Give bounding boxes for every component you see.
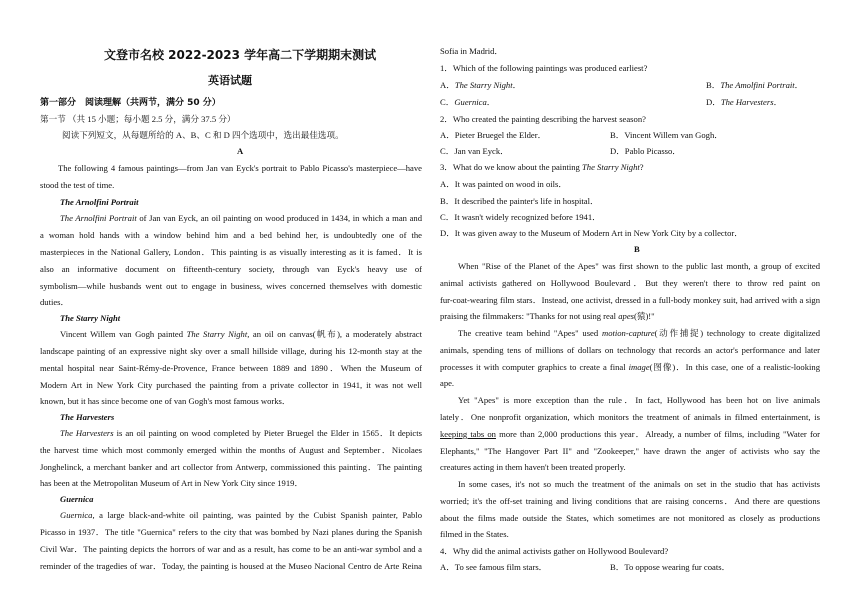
- paragraph-line: processes it with computer graphics to create a final image(图像)．In this case, one of a realistic-looking: [440, 362, 820, 372]
- paragraph-line: When "Rise of the Planet of the Apes" was first shown to the public last month, a group of excited: [458, 261, 820, 271]
- option-a: A．To see famous film stars．: [440, 562, 548, 572]
- question: 2．Who created the painting describing the harvest season?: [440, 114, 646, 124]
- paragraph-line: animals, spending tens of millions of dollars on technology that records an actor's performance and later: [440, 345, 820, 355]
- option-c: C．Guernica．: [440, 97, 496, 107]
- paragraph-line: duties．: [40, 297, 70, 307]
- paragraph-line: ape.: [440, 378, 455, 388]
- paragraph-line: filmed in the States.: [440, 529, 509, 539]
- option-d: D．The Harvesters．: [706, 97, 783, 107]
- passage-label-a: A: [237, 146, 244, 156]
- question: 1．Which of the following paintings was produced earliest?: [440, 63, 648, 73]
- option-a: A．The Starry Night．: [440, 80, 522, 90]
- option-b: B．Vincent Willem van Gogh．: [610, 130, 723, 140]
- paragraph-line: symbolism—while husbands went out to engage in business, wives concerned themselves with domestic: [40, 281, 422, 291]
- option-d: D．Pablo Picasso．: [610, 146, 681, 156]
- paragraph-line: Vincent Willem van Gogh painted The Starry Night, an oil on canvas(帆布), a moderately abstract: [60, 329, 422, 339]
- exam-subtitle: 英语试题: [208, 74, 252, 87]
- paragraph-line: lately．One nonprofit organization, which monitors the treatment of animals in filmed entertainment, is: [440, 412, 820, 422]
- paragraph-line: masterpieces in the National Gallery, London．This painting is as visually interesting as it is famed．It is: [40, 247, 422, 257]
- paragraph-line: the harvest time which most commonly emerged within the months of August and September．Nicolaes: [40, 445, 422, 455]
- part-heading: 第一部分 阅读理解（共两节，满分 50 分）: [40, 98, 221, 108]
- option-a: A．Pieter Bruegel the Elder．: [440, 130, 547, 140]
- painting-heading: Guernica: [60, 494, 94, 504]
- passage-label-b: B: [634, 244, 640, 254]
- paragraph-line: Civil War．The painting depicts the horrors of war and as a result, has come to be an anti-war symbol and a: [40, 544, 422, 554]
- paragraph-line: creatures acting in them haven't been treated properly.: [440, 462, 626, 472]
- paragraph-line: a woman hold hands with a window behind him and a bed behind her, is undoubtedly one of the: [40, 230, 422, 240]
- paragraph-line: Sofia in Madrid．: [440, 46, 504, 56]
- paragraph-line: The Arnolfini Portrait of Jan van Eyck, an oil painting on wood produced in 1434, in which a man and: [60, 213, 423, 223]
- paragraph-line: Guernica, a large black-and-white oil painting, was painted by the Cubist Spanish painter, Pablo: [60, 510, 422, 520]
- paragraph-line: The creative team behind "Apes" used motion-capture(动作捕捉) technology to create digitalized: [458, 328, 821, 338]
- paragraph-line: praising the filmmakers: "Thanks for not using real apes(猿)!": [440, 311, 655, 321]
- paragraph-line: about the films made outside the States, which sometimes are not monitored as closely as productions: [440, 513, 820, 523]
- paragraph-line: keeping tabs on more than 2,000 productions this year．Already, a number of films, including "Water for: [440, 429, 820, 439]
- paragraph-line: worried; it's the off-set training and living conditions that are raising concerns．And there are questions: [440, 496, 820, 506]
- option-d: D．It was given away to the Museum of Modern Art in New York City by a collector．: [440, 228, 743, 238]
- option-b: B．It described the painter's life in hospital．: [440, 196, 599, 206]
- paragraph-line: Jonghelinck, a merchant banker and art collector from Antwerp, commissioned this painting．The painting: [40, 462, 422, 472]
- paragraph-line: Modern Art in New York City purchased the painting from a private collector in 1941, it was not well: [40, 380, 422, 390]
- option-c: C．It wasn't widely recognized before 1941．: [440, 212, 601, 222]
- intro-line: stood the test of time.: [40, 180, 115, 190]
- exam-title: 文登市名校 2022-2023 学年高二下学期期末测试: [104, 48, 377, 62]
- paragraph-line: reminder of the tragedies of war．Today, the painting is housed at the Museo Nacional Centro de Arte Reina: [40, 561, 422, 571]
- paragraph-line: also an informative document on fifteenth-century society, through van Eyck's heavy use of: [40, 264, 422, 274]
- section-heading: 第一节 （共 15 小题；每小题 2.5 分，满分 37.5 分）: [40, 114, 236, 124]
- paragraph-line: Yet "Apes" is more exception than the rule．In fact, Hollywood has been hot on live animals: [458, 395, 820, 405]
- paragraph-line: In some cases, it's not so much the treatment of the animals on set in the studio that has activists: [458, 479, 820, 489]
- question: 3．What do we know about the painting The Starry Night?: [440, 162, 644, 172]
- paragraph-line: animal activists gathered on Hollywood Boulevard．But they weren't there to throw red paint on: [440, 278, 820, 288]
- paragraph-line: Elephants," "The Hangover Part II" and "Zookeeper," have drawn the anger of activists who say the: [440, 446, 820, 456]
- painting-heading: The Starry Night: [60, 313, 121, 323]
- option-b: B．The Amolfini Portrait．: [706, 80, 804, 90]
- instruction: 阅读下列短文，从每题所给的 A、B、C 和 D 四个选项中，选出最佳选项。: [62, 130, 344, 140]
- painting-heading: The Harvesters: [60, 412, 115, 422]
- painting-heading: The Arnolfini Portrait: [60, 197, 139, 207]
- paragraph-line: Picasso in 1937．The title "Guernica" refers to the city that was bombed by Nazi planes during the Spanish: [40, 527, 422, 537]
- paragraph-line: has been at the Metropolitan Museum of Art in New York City since 1919．: [40, 478, 304, 488]
- paragraph-line: fur-coat-wearing film stars．Instead, one activist, dressed in a full-body monkey suit, had arrived with a sign: [440, 295, 820, 305]
- intro-line: The following 4 famous paintings—from Jan van Eyck's portrait to Pablo Picasso's masterpiece—have: [58, 163, 422, 173]
- paragraph-line: landscape painting of an expressive night sky over a small hillside village, during his 12-month stay at the: [40, 346, 422, 356]
- paragraph-line: The Harvesters is an oil painting on wood completed by Pieter Bruegel the Elder in 1565．It depicts: [60, 428, 422, 438]
- paragraph-line: known, but it has since become one of van Gogh's most famous works．: [40, 396, 291, 406]
- paragraph-line: mental hospital near Saint-Rémy-de-Provence, France between 1889 and 1890．When the Museum of: [40, 363, 422, 373]
- option-c: C．Jan van Eyck．: [440, 146, 509, 156]
- question: 4．Why did the animal activists gather on Hollywood Boulevard?: [440, 546, 669, 556]
- option-b: B．To oppose wearing fur coats．: [610, 562, 731, 572]
- option-a: A．It was painted on wood in oils．: [440, 179, 567, 189]
